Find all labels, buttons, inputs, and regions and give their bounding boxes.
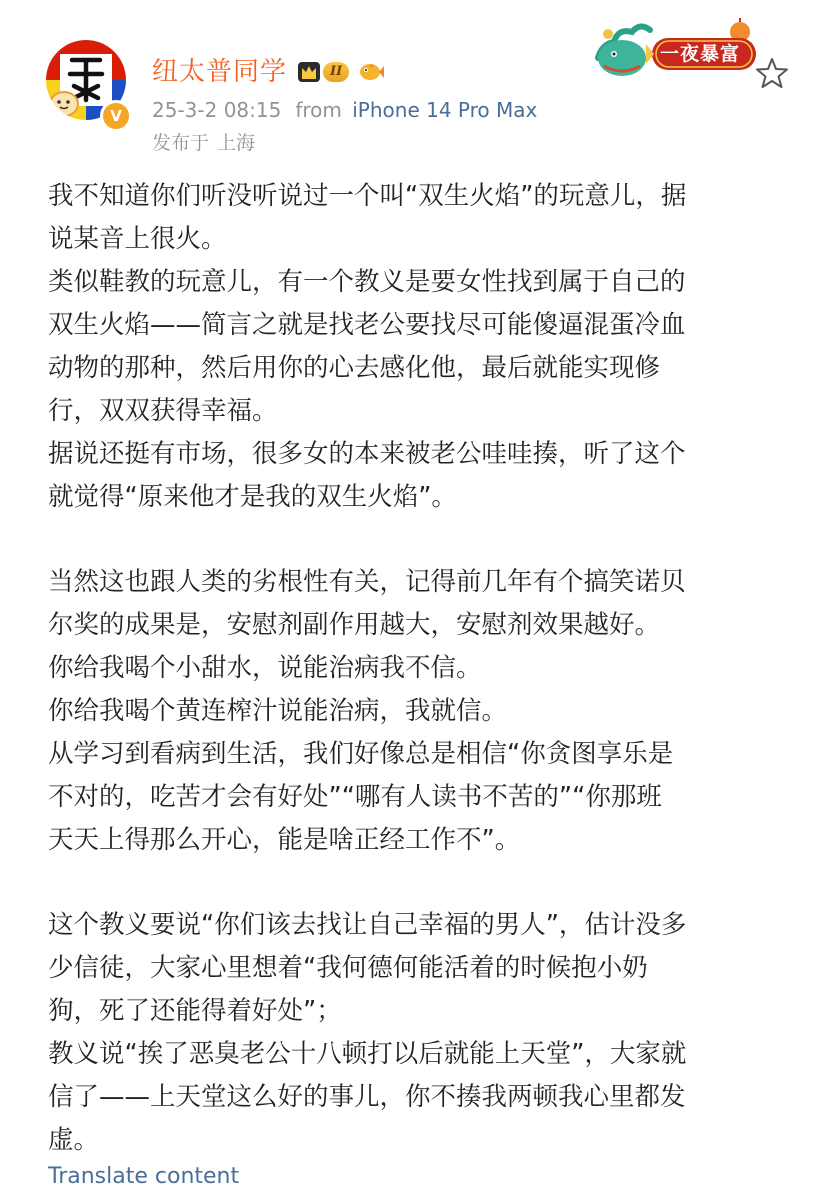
text-line: 你给我喝个小甜水，说能治病我不信。: [48, 653, 482, 683]
verified-icon: V: [100, 100, 132, 132]
paragraph-spacer: [48, 862, 798, 904]
level-badge[interactable]: II: [323, 62, 349, 82]
crown-icon[interactable]: [297, 60, 321, 84]
post-body: [48, 175, 798, 1162]
text-line: 动物的那种，然后用你的心去感化他，最后就能实现修: [48, 353, 661, 383]
text-line: 教义说“挨了恶臭老公十八顿打以后就能上天堂”，大家就: [48, 1039, 687, 1069]
location-value: 上海: [217, 132, 256, 154]
location-label: 发布于: [152, 132, 210, 154]
text-line: 狗，死了还能得着好处”；: [48, 996, 342, 1026]
star-icon[interactable]: [755, 56, 789, 90]
text-line: 不对的，吃苦才会有好处”“哪有人读书不苦的”“你那班: [48, 782, 662, 812]
device-link[interactable]: iPhone 14 Pro Max: [352, 98, 538, 122]
text-line: 尔奖的成果是，安慰剂副作用越大，安慰剂效果越好。: [48, 610, 661, 640]
author-avatar[interactable]: [46, 40, 128, 128]
username[interactable]: 纽太普同学: [152, 57, 288, 87]
post-location: [152, 128, 255, 158]
from-label: from: [295, 98, 342, 122]
translate-content-link[interactable]: Translate content: [48, 1164, 240, 1189]
text-line: 类似鞋教的玩意儿，有一个教义是要女性找到属于自己的: [48, 267, 686, 297]
text-line: 双生火焰——简言之就是找老公要找尽可能傻逼混蛋冷血: [48, 310, 686, 340]
username-row: [152, 52, 385, 92]
paragraph-3: [48, 904, 798, 1162]
paragraph-spacer: [48, 519, 798, 561]
post-timestamp: 25-3-2 08:15: [152, 98, 282, 122]
text-line: 从学习到看病到生活，我们好像总是相信“你贪图享乐是: [48, 739, 674, 769]
text-line: 说某音上很火。: [48, 224, 227, 254]
text-line: 你给我喝个黄连榨汁说能治病，我就信。: [48, 696, 508, 726]
text-line: 据说还挺有市场，很多女的本来被老公哇哇揍，听了这个: [48, 439, 686, 469]
text-line: 这个教义要说“你们该去找让自己幸福的男人”，估计没多: [48, 910, 687, 940]
text-line: 天天上得那么开心，能是啥正经工作不”。: [48, 825, 521, 855]
text-line: 我不知道你们听没听说过一个叫“双生火焰”的玩意儿，据: [48, 181, 687, 211]
fish-icon[interactable]: [357, 60, 385, 84]
post-header: [0, 0, 823, 160]
fortune-sticker-text: 一夜暴富: [660, 43, 741, 65]
post-meta: [152, 95, 537, 125]
text-line: 行，双双获得幸福。: [48, 396, 278, 426]
text-line: 信了——上天堂这么好的事儿，你不揍我两顿我心里都发: [48, 1082, 686, 1112]
text-line: 就觉得“原来他才是我的双生火焰”。: [48, 482, 457, 512]
paragraph-2: [48, 561, 798, 862]
paragraph-1: [48, 175, 798, 519]
text-line: 虚。: [48, 1125, 100, 1155]
text-line: 当然这也跟人类的劣根性有关，记得前几年有个搞笑诺贝: [48, 567, 686, 597]
text-line: 少信徒，大家心里想着“我何德何能活着的时候抱小奶: [48, 953, 648, 983]
